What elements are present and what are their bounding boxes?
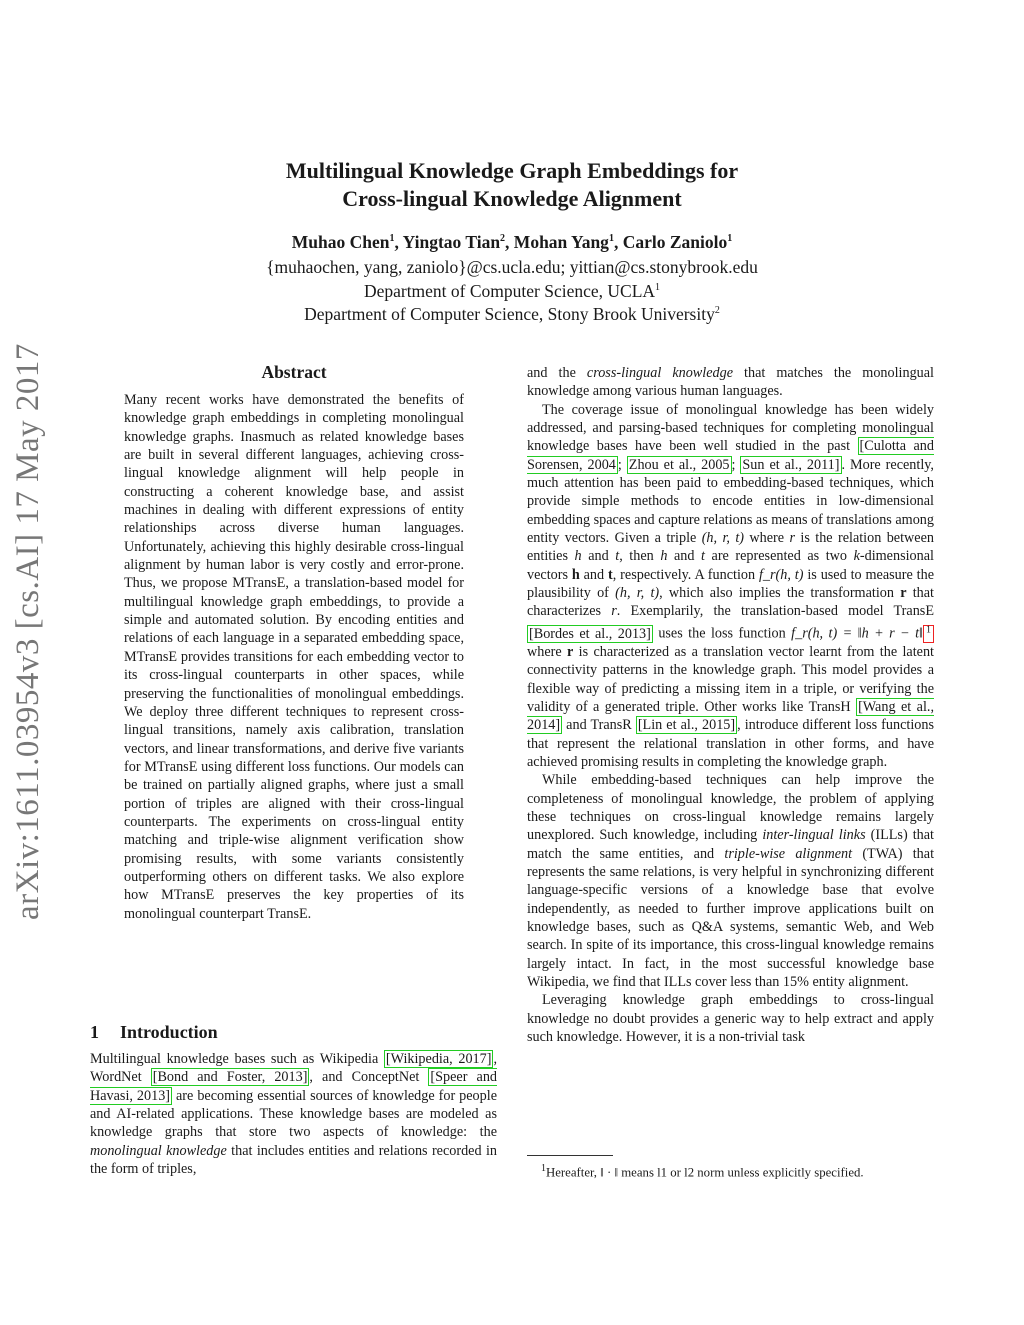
abstract-text: Many recent works have demonstrated the benefits of knowledge graph embeddings in completing monolingual knowledge graphs. Inasmuch as related knowledge bases are built in several different languages, achieving cross-lingual knowledge alignment will help people in constructing a coherent knowledge base, and assist machines in dealing with different expressions of entity relationships across diverse human languages. Unfortunately, achieving this highly desirable cross-lingual alignment by human labor is very costly and error-prone. Thus, we propose MTransE, a translation-based model for multilingual knowledge graph embeddings, to provide a simple and automated solution. By encoding entities and relations of each language in a separated embedding space, MTransE provides transitions for each embedding vector to its cross-lingual counterparts in other spaces, while preserving the functionalities of monolingual embeddings. We deploy three different techniques to represent cross-lingual transitions, namely axis calibration, translation vectors, and linear transformations, and derive five variants for MTransE using different loss functions. Our models can be trained on partially aligned graphs, where just a small portion of triples are aligned with their cross-lingual counterparts. The experiments on cross-lingual entity matching and triple-wise alignment verification show promising results, with some variants consistently outperforming others on different tasks. We also explore how MTransE preserves the key properties of its monolingual counterpart TransE. — [124, 392, 464, 922]
math: t — [615, 548, 620, 565]
section-heading-introduction — [90, 1022, 218, 1043]
math-vector: t — [608, 566, 613, 583]
math: k — [853, 548, 860, 565]
author-list — [112, 232, 912, 253]
text: , respectively. A function — [612, 566, 759, 583]
citation-link[interactable]: [Bordes et al., 2013] — [529, 625, 651, 642]
affiliation-mark: 1 — [727, 233, 733, 245]
paper-title-line-1: Multilingual Knowledge Graph Embeddings for — [285, 158, 739, 183]
text: and — [581, 548, 616, 565]
text: and TransR — [562, 717, 636, 734]
emphasis: monolingual knowledge — [90, 1142, 227, 1159]
affiliation-mark: 1 — [655, 282, 661, 294]
citation-link[interactable]: Zhou et al., 2005 — [628, 456, 730, 473]
math: h — [660, 548, 668, 565]
text: Multilingual knowledge bases such as Wikipedia — [90, 1051, 384, 1067]
text: (ILLs) that match the same entities, and — [527, 827, 934, 862]
text: is characterized as a translation vector learnt from the latent connectivity patterns in the knowledge graph. This model provides a flexible way of predicting a missing item in a triple, or verifying the validity of a generated triple. Other works like TransH — [527, 643, 934, 715]
citation-link[interactable]: [Speer and Havasi, 2013] — [90, 1069, 498, 1104]
math: (h, r, t) — [701, 530, 745, 547]
paragraph: Leveraging knowledge graph embeddings to cross-lingual knowledge no doubt provides a generic way to help extract and apply such knowledge. However, it is a non-trivial task — [527, 992, 934, 1046]
text: While embedding-based techniques can help improve the completeness of monolingual knowledge, the problem of applying these techniques on cross-lingual knowledge remains largely unexplored. Such knowledge, including — [527, 772, 934, 844]
text: , then — [619, 548, 661, 565]
text: and the — [527, 365, 587, 381]
affiliation-mark: 2 — [500, 233, 506, 245]
math: f_r(h, t) — [758, 566, 804, 583]
math: r — [789, 530, 795, 547]
emphasis: triple-wise alignment — [724, 845, 853, 862]
paragraph — [527, 771, 934, 991]
text: . Exemplarily, the translation-based model TransE — [616, 603, 934, 620]
text: is used to measure the plausibility of — [527, 566, 934, 602]
citation-link[interactable]: [Lin et al., 2015] — [637, 717, 736, 734]
math: h — [574, 548, 582, 565]
text: that matches the monolingual knowledge among various human languages. — [527, 365, 934, 400]
author-name: Muhao Chen — [291, 232, 390, 252]
text: ; — [617, 456, 627, 473]
citation-link[interactable]: [Culotta and Sorensen, 2004 — [527, 438, 934, 473]
abstract-heading: Abstract — [261, 362, 327, 382]
author-name: Yingtao Tian — [402, 232, 501, 252]
footnote-mark: 1 — [926, 623, 932, 635]
affiliation-2 — [112, 304, 912, 325]
affiliation-text: Department of Computer Science, UCLA — [363, 281, 656, 301]
math: r — [611, 603, 617, 620]
math-vector: h — [571, 566, 580, 583]
text: that characterizes — [527, 585, 935, 620]
paragraph — [527, 401, 934, 772]
footnote — [527, 1160, 937, 1181]
affiliation-mark: 1 — [608, 233, 614, 245]
section-number: 1 — [90, 1022, 99, 1042]
paragraph — [527, 364, 934, 401]
arxiv-identifier: arXiv:1611.03954v3 [cs.AI] 17 May 2017 — [10, 343, 46, 920]
footnote-rule — [527, 1155, 613, 1156]
math-vector: r — [900, 585, 907, 602]
citation-link[interactable]: [Bond and Foster, 2013] — [152, 1069, 308, 1086]
math: (h, r, t) — [615, 585, 660, 602]
author-emails: {muhaochen, yang, zaniolo}@cs.ucla.edu; yittian@cs.stonybrook.edu — [266, 257, 758, 277]
author-name: Mohan Yang — [513, 232, 609, 252]
text: (TWA) that represents the same relations, is very helpful in synchronizing different language-specific versions of a knowledge base that evolve independently, as needed to further improve applications built on knowledge bases, such as Q&A systems, semantic Web, and Web search. In spite of its importance, this cross-lingual knowledge remains largely intact. In fact, in the most successful knowledge base Wikipedia, we find that ILLs cover less than 15% entity alignment. — [527, 845, 935, 991]
affiliation-1 — [112, 281, 912, 302]
text: , which also implies the transformation — [659, 585, 901, 602]
text: , introduce different loss functions that represent the relational translation in other forms, and have achieved promising results in completing the knowledge graph. — [527, 717, 934, 770]
emphasis: cross-lingual knowledge — [586, 365, 733, 381]
text: , and ConceptNet — [309, 1069, 429, 1086]
citation-link[interactable]: Sun et al., 2011] — [742, 456, 840, 473]
footnote-mark: 1 — [541, 1163, 546, 1174]
text: that includes entities and relations recorded in the form of triples, — [90, 1142, 497, 1178]
separator: , — [613, 232, 623, 252]
text: and — [667, 548, 702, 565]
affiliation-mark: 1 — [389, 233, 395, 245]
affiliation-mark: 2 — [714, 305, 720, 317]
text: , WordNet — [90, 1051, 497, 1086]
separator: , — [505, 232, 514, 252]
footnote-link[interactable] — [923, 625, 934, 643]
math: f_r(h, t) = ‖h + r − t‖ — [791, 625, 924, 642]
affiliation-text: Department of Computer Science, Stony Brook University — [304, 304, 715, 324]
section-title: Introduction — [120, 1022, 218, 1042]
paper-title-line-2: Cross-lingual Knowledge Alignment — [342, 186, 682, 211]
math: t — [701, 548, 705, 565]
text: . More recently, much attention has been paid to embedding-based techniques, which provide simple methods to encode entities in low-dimensional embedding spaces and capture relations as means of translations among entity vectors. Given a triple — [527, 456, 934, 547]
text: are becoming essential sources of knowledge for people and AI-related applications. These knowledge bases are modeled as knowledge graphs that store two aspects of knowledge: the — [90, 1087, 497, 1141]
text: ; — [731, 456, 741, 473]
right-column — [527, 364, 934, 1046]
text: The coverage issue of monolingual knowledge has been widely addressed, and parsing-based techniques for completing monolingual knowledge bases have been well studied in the past — [527, 401, 934, 455]
citation-link[interactable]: [Wikipedia, 2017] — [385, 1051, 492, 1067]
text: -dimensional vectors — [527, 548, 934, 583]
text: and — [579, 566, 609, 583]
text: are represented as two — [704, 548, 854, 565]
introduction-paragraph — [90, 1050, 497, 1178]
author-name: Carlo Zaniolo — [622, 232, 728, 252]
abstract-body — [124, 391, 464, 923]
text: where — [527, 643, 568, 660]
text: where — [744, 530, 790, 547]
text: is the relation between entities — [527, 530, 934, 565]
citation-link[interactable]: [Wang et al., 2014] — [527, 698, 934, 734]
text: uses the loss function — [652, 625, 792, 642]
emphasis: inter-lingual links — [762, 827, 866, 844]
math-vector: r — [567, 643, 574, 660]
footnote-text: Hereafter, ‖ · ‖ means l1 or l2 norm unless explicitly specified. — [546, 1165, 864, 1180]
separator: , — [394, 232, 403, 252]
